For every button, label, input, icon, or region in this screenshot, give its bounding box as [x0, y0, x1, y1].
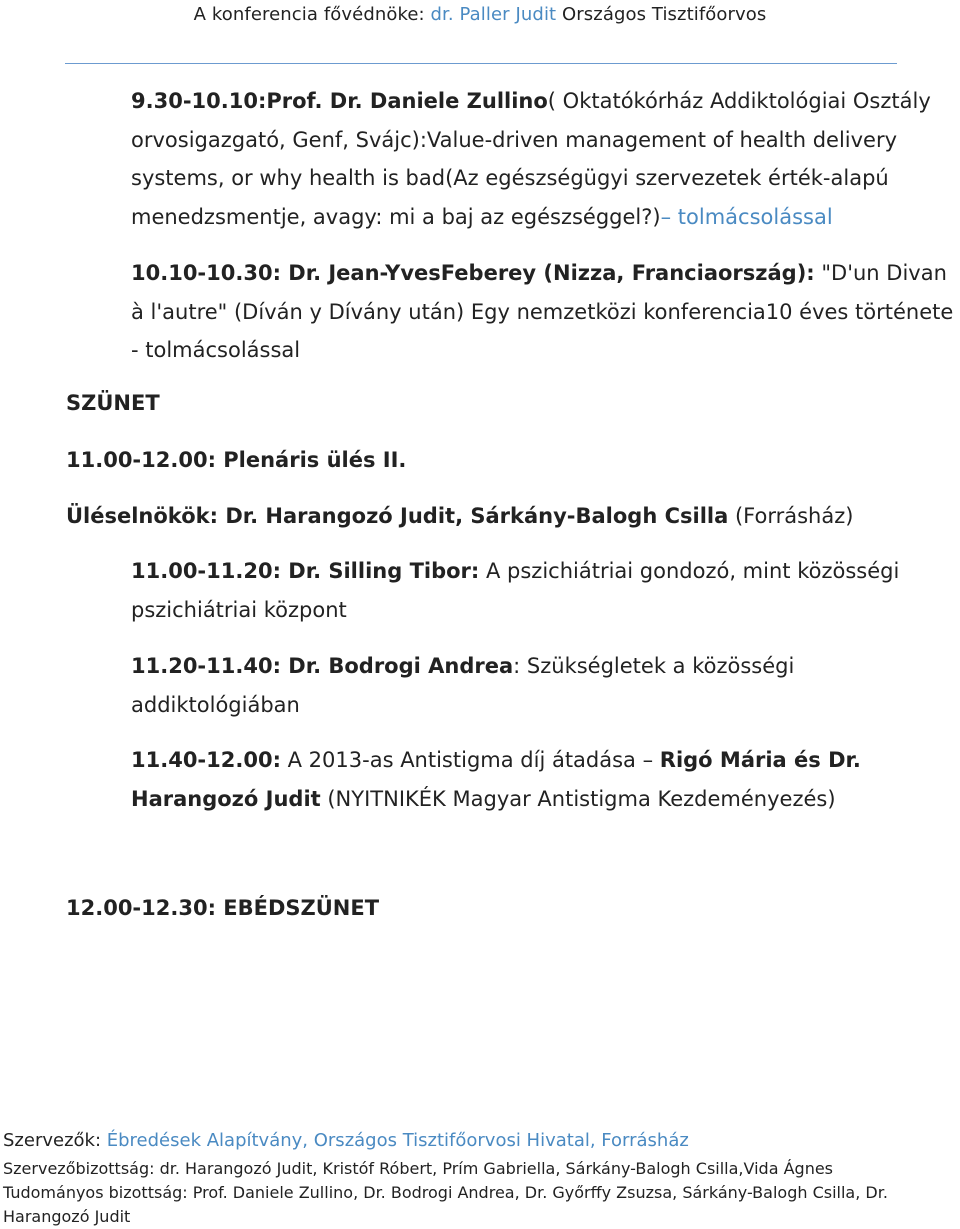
award-ceremony	[131, 741, 960, 818]
talk-feberey	[131, 254, 960, 370]
footer-scientific-committee: Tudományos bizottság: Prof. Daniele Zullino, Dr. Bodrogi Andrea, Dr. Győrffy Zsuzsa, Sárkány-Balogh Csilla, Dr. Harangozó Judit	[3, 1183, 888, 1226]
talk-zullino	[131, 82, 960, 236]
talk-bodrogi	[131, 647, 960, 724]
session-chairs	[66, 497, 946, 536]
award-text: A 2013-as Antistigma díj átadása –	[280, 748, 660, 772]
talk-time: 11.20-11.40: Dr.	[131, 654, 329, 678]
organizers-list: Ébredések Alapítvány, Országos Tisztifőorvosi Hivatal, Forrásház	[106, 1130, 689, 1151]
award-org: (NYITNIKÉK Magyar Antistigma Kezdeményezés)	[320, 786, 836, 811]
talk-speaker: Silling Tibor:	[328, 559, 480, 583]
talk-silling	[131, 552, 960, 629]
header-suffix: Országos Tisztifőorvos	[556, 4, 767, 25]
talk-speaker: Prof. Dr. Daniele Zullino	[266, 89, 548, 113]
talk-details: ( Oktatókórház Addiktológiai Osztály orvosigazgató, Genf, Svájc):Value-driven management of health delivery systems, or why health is bad(Az egészségügyi szervezetek érték-alapú menedzsmentje, avagy: mi a baj az egészséggel?)	[131, 89, 931, 229]
footer-organizing-committee: Szervezőbizottság: dr. Harangozó Judit, Kristóf Róbert, Prím Gabriella, Sárkány-Balogh Csilla,Vida Ágnes	[3, 1159, 834, 1178]
footer-organizers	[3, 1128, 958, 1154]
talk-details: : Szükségletek a közösségi addiktológiában	[131, 654, 795, 717]
talk-speaker: Jean-YvesFeberey (Nizza, Franciaország):	[328, 261, 815, 285]
patron-name: dr. Paller Judit	[430, 4, 557, 25]
talk-speaker: Bodrogi Andrea	[328, 654, 514, 678]
plenary-heading: 11.00-12.00: Plenáris ülés II.	[66, 448, 407, 472]
lunch-break: 12.00-12.30: EBÉDSZÜNET	[66, 896, 380, 920]
organizers-label: Szervezők:	[3, 1130, 107, 1151]
talk-time: 10.10-10.30: Dr.	[131, 261, 329, 285]
talk-time: 9.30-10.10:	[131, 89, 267, 113]
chairs-org: (Forrásház)	[728, 504, 854, 528]
award-time: 11.40-12.00:	[131, 748, 281, 772]
talk-time: 11.00-11.20: Dr.	[131, 559, 329, 583]
header-divider	[65, 63, 897, 64]
chairs-names: Üléselnökök: Dr. Harangozó Judit, Sárkány-Balogh Csilla	[66, 504, 729, 528]
award-recipients: Rigó Mária és Dr. Harangozó Judit	[131, 748, 861, 811]
break-label: SZÜNET	[66, 391, 160, 415]
talk-details: A pszichiátriai gondozó, mint közösségi pszichiátriai központ	[131, 559, 900, 622]
header-prefix: A konferencia fővédnöke:	[193, 4, 431, 25]
page-header	[0, 2, 960, 28]
talk-details: "D'un Divan à l'autre" (Díván y Dívány után) Egy nemzetközi konferencia10 éves története - tolmácsolással	[131, 261, 954, 362]
talk-translation-note: – tolmácsolással	[660, 204, 833, 229]
